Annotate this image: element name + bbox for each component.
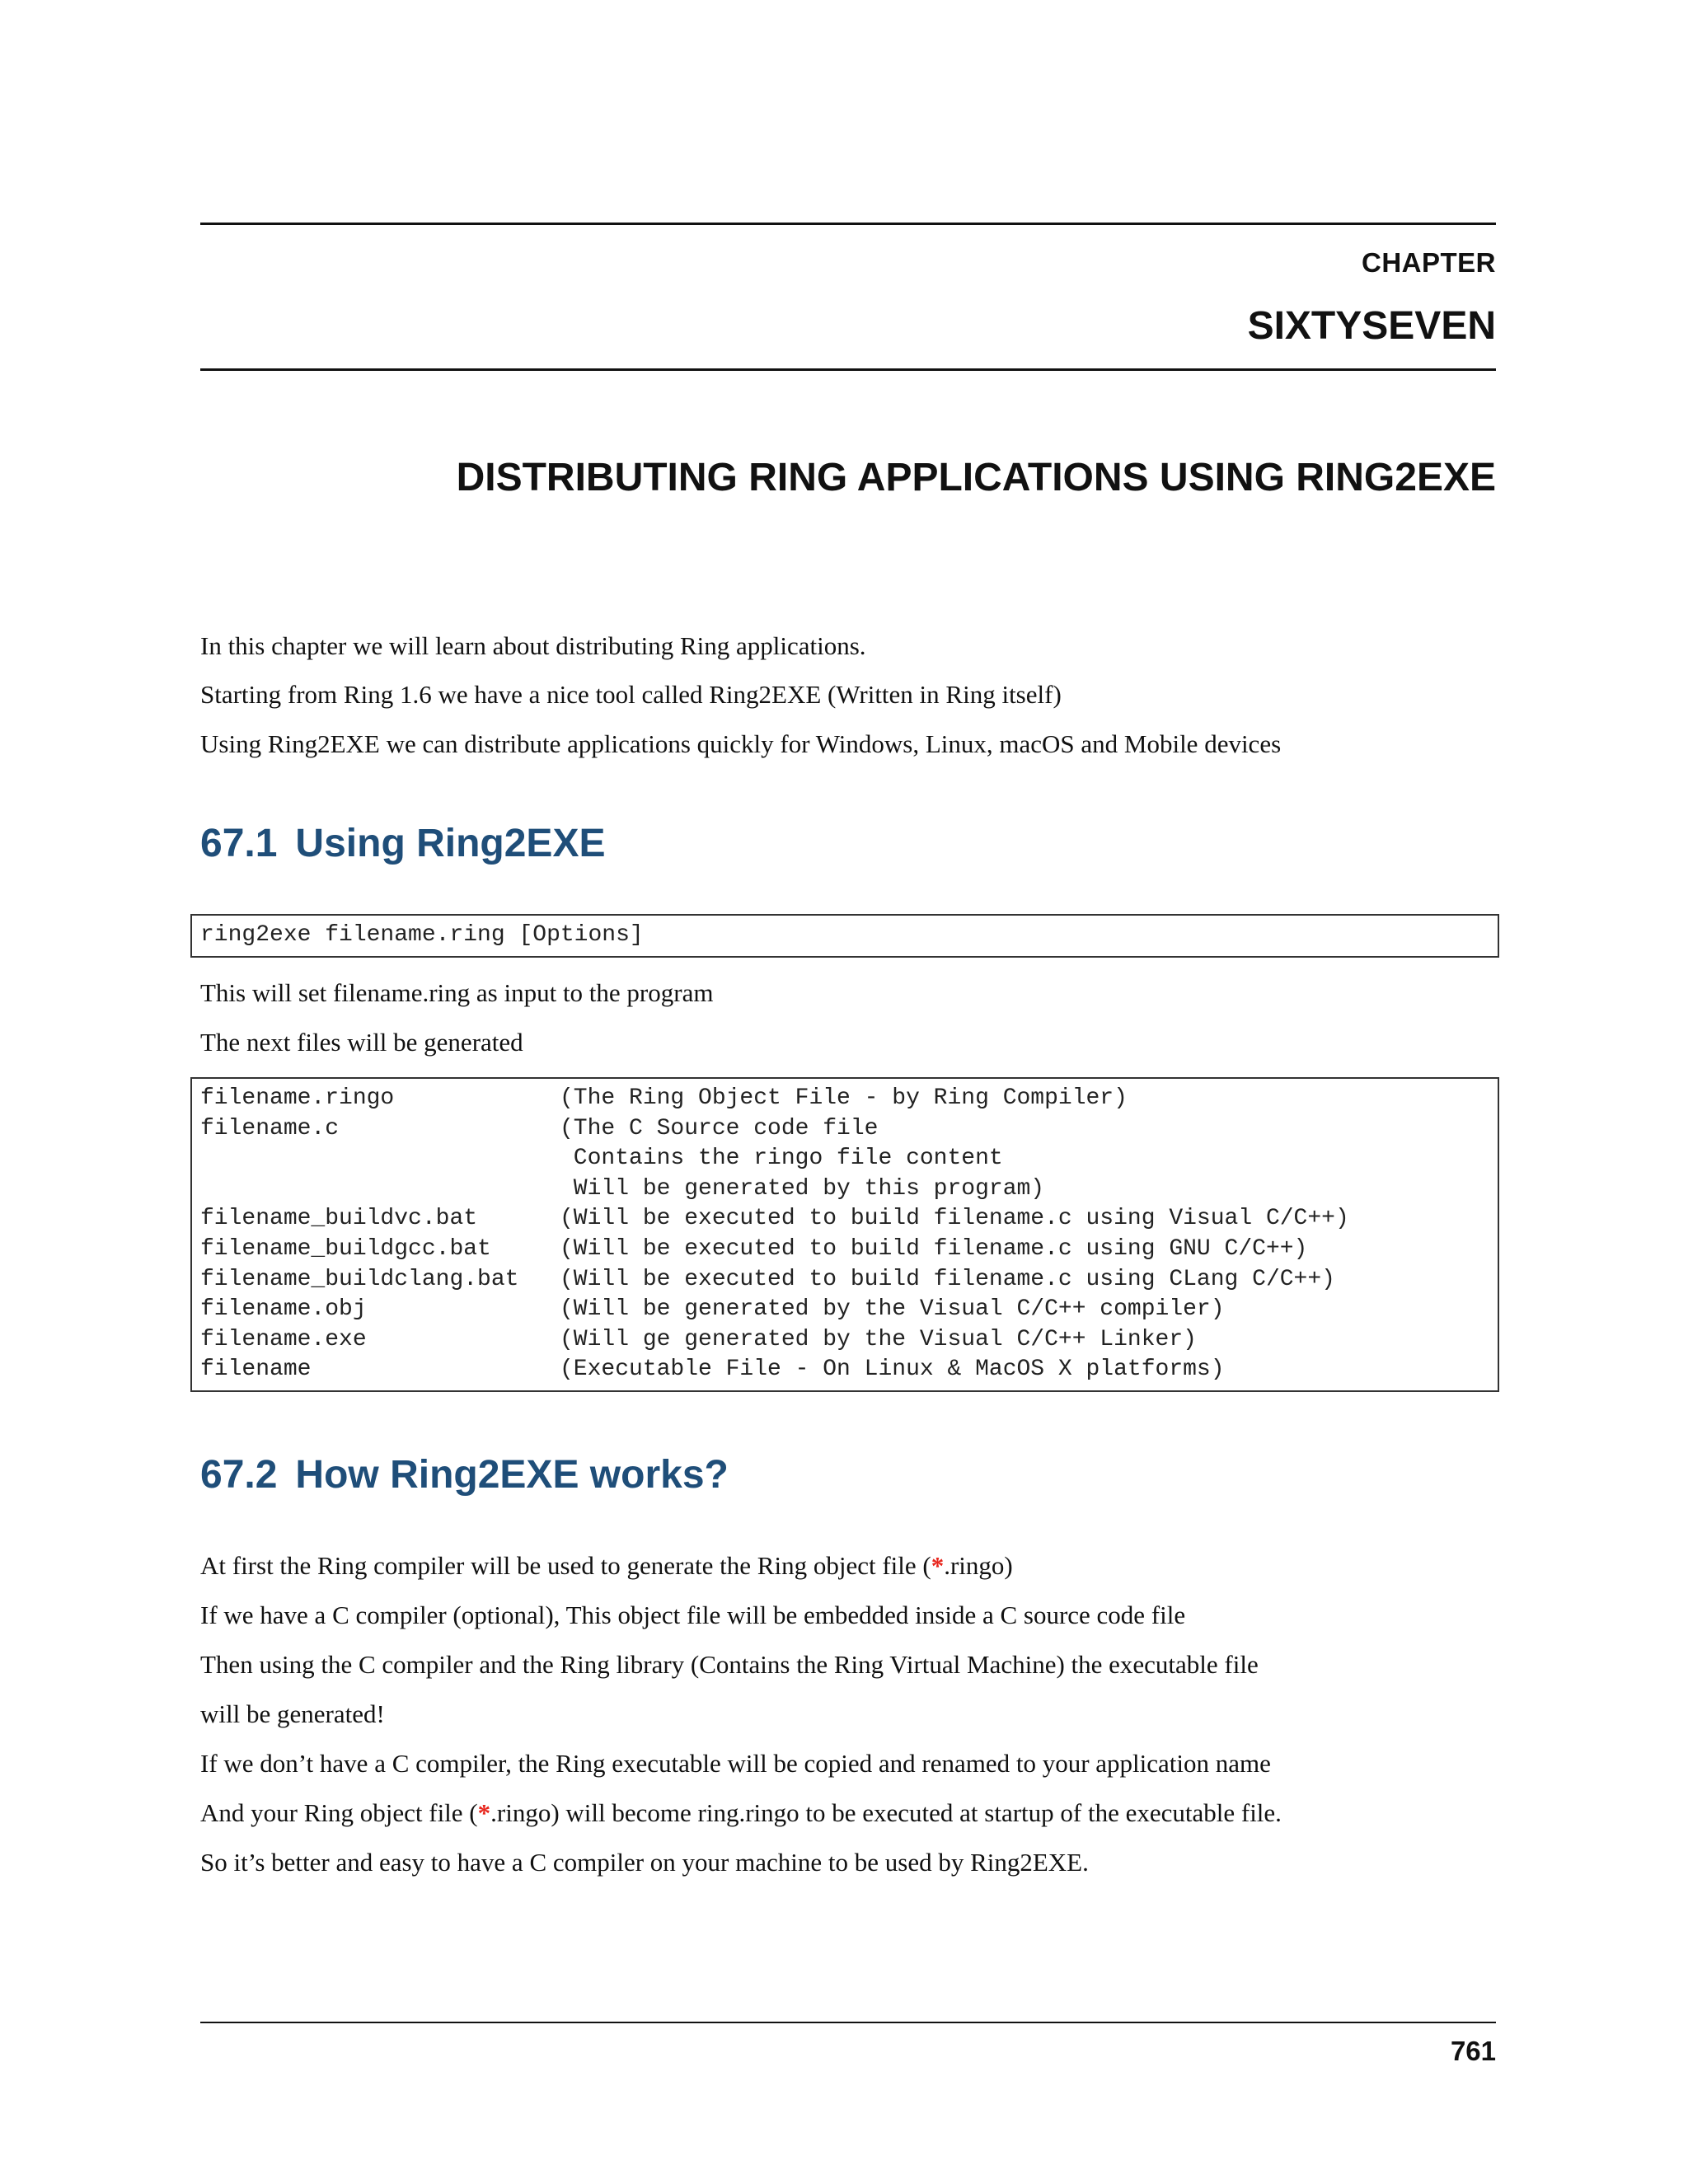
- chapter-title: DISTRIBUTING RING APPLICATIONS USING RING2EXE: [456, 456, 1496, 499]
- command-code-block: [190, 914, 1499, 958]
- code-row: filename_buildvc.bat (Will be executed to build filename.c using Visual C/C++): [200, 1206, 1349, 1232]
- code-row: filename_buildclang.bat (Will be executed to build filename.c using CLang C/C++): [200, 1266, 1335, 1292]
- section-title: Using Ring2EXE: [295, 822, 606, 865]
- intro-paragraph-1: In this chapter we will learn about distributing Ring applications.: [200, 631, 866, 660]
- generated-files-code-block: [190, 1077, 1499, 1392]
- code-row: filename.obj (Will be generated by the Visual C/C++ compiler): [200, 1296, 1225, 1323]
- code-row: Will be generated by this program): [560, 1175, 1045, 1202]
- code-row: Contains the ringo file content: [560, 1146, 1003, 1172]
- section-number: 67.2: [200, 1453, 278, 1497]
- paragraph-better: So it’s better and easy to have a C compiler on your machine to be used by Ring2EXE.: [200, 1848, 1089, 1877]
- paragraph-ring-object: And your Ring object file (*.ringo) will become ring.ringo to be executed at startup of the executable file.: [200, 1798, 1282, 1827]
- asterisk-link[interactable]: *: [477, 1798, 491, 1827]
- asterisk-link[interactable]: *: [931, 1551, 945, 1580]
- command-line: ring2exe filename.ring [Options]: [200, 922, 644, 948]
- code-row: filename_buildgcc.bat (Will be executed to build filename.c using GNU C/C++): [200, 1235, 1308, 1262]
- intro-paragraph-3: Using Ring2EXE we can distribute applications quickly for Windows, Linux, macOS and Mobile devices: [200, 729, 1282, 758]
- chapter-top-rule: [200, 223, 1496, 225]
- section-heading-how-ring2exe-works: [200, 1452, 729, 1497]
- chapter-number: SIXTYSEVEN: [1247, 304, 1496, 348]
- paragraph-c-compiler: If we have a C compiler (optional), This object file will be embedded inside a C source code file: [200, 1601, 1186, 1629]
- footer-rule: [200, 2022, 1496, 2023]
- paragraph-ring-library: Then using the C compiler and the Ring library (Contains the Ring Virtual Machine) the executable file: [200, 1650, 1259, 1679]
- code-row: filename.c (The C Source code file: [200, 1115, 879, 1141]
- page-number: 761: [1450, 2036, 1496, 2066]
- paragraph-input: This will set filename.ring as input to the program: [200, 978, 714, 1007]
- paragraph-no-compiler: If we don’t have a C compiler, the Ring executable will be copied and renamed to your application name: [200, 1749, 1271, 1778]
- paragraph-generated: will be generated!: [200, 1699, 385, 1728]
- section-number: 67.1: [200, 822, 278, 865]
- paragraph-ring-compiler: At first the Ring compiler will be used to generate the Ring object file (*.ringo): [200, 1551, 1013, 1580]
- paragraph-next-files: The next files will be generated: [200, 1028, 523, 1057]
- code-row: filename.ringo (The Ring Object File - by Ring Compiler): [200, 1085, 1128, 1111]
- code-row: filename (Executable File - On Linux & MacOS X platforms): [200, 1357, 1225, 1383]
- intro-paragraph-2: Starting from Ring 1.6 we have a nice tool called Ring2EXE (Written in Ring itself): [200, 680, 1062, 709]
- section-title: How Ring2EXE works?: [295, 1453, 729, 1497]
- code-row: filename.exe (Will ge generated by the Visual C/C++ Linker): [200, 1326, 1197, 1352]
- section-heading-using-ring2exe: [200, 821, 605, 866]
- chapter-bottom-rule: [200, 368, 1496, 371]
- chapter-label: CHAPTER: [1361, 247, 1496, 278]
